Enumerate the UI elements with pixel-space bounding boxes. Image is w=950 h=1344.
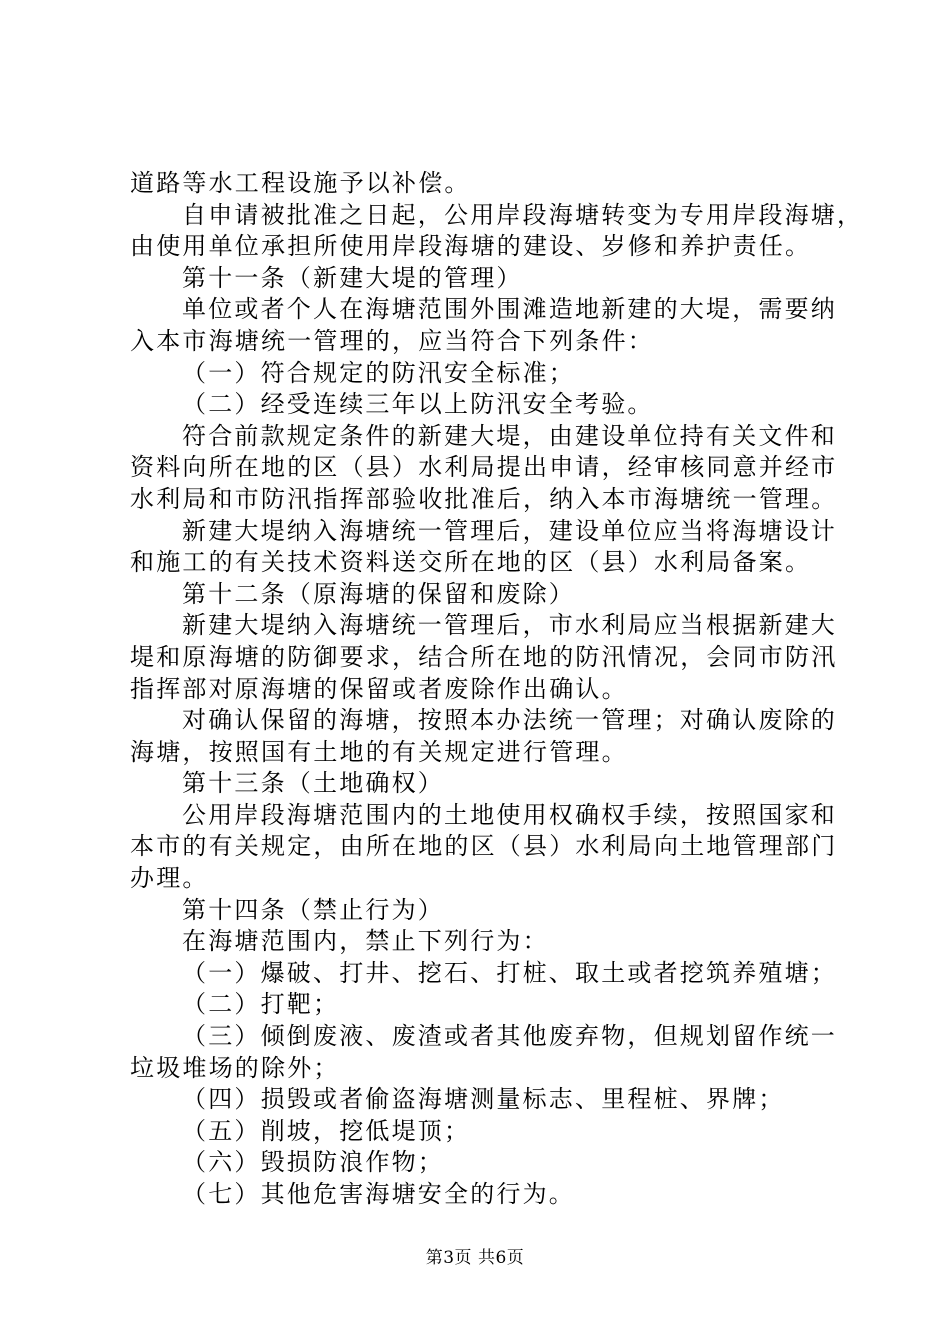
paragraph (130, 168, 840, 200)
article-heading (130, 895, 840, 927)
text-line: 在海塘范围内，禁止下列行为： (182, 927, 549, 956)
text-line: （四）损毁或者偷盗海塘测量标志、里程桩、界牌； (182, 1085, 785, 1114)
paragraph (130, 516, 840, 579)
list-item (130, 1084, 840, 1116)
text-line: 道路等水工程设施予以补偿。 (130, 169, 471, 197)
list-item (130, 358, 840, 390)
text-line: 垃圾堆场的除外； (130, 1053, 340, 1082)
paragraph (130, 926, 840, 958)
paragraph (130, 800, 840, 895)
text-line: 水利局和市防汛指挥部验收批准后，纳入本市海塘统一管理。 (130, 484, 838, 513)
text-line: 第十二条（原海塘的保留和废除） (182, 579, 575, 608)
text-line: 符合前款规定条件的新建大堤，由建设单位持有关文件和 (182, 421, 837, 450)
article-heading (130, 768, 840, 800)
article-heading (130, 263, 840, 295)
text-line: 堤和原海塘的防御要求，结合所在地的防汛情况，会同市防汛 (130, 642, 838, 671)
text-line: 自申请被批准之日起，公用岸段海塘转变为专用岸段海塘， (182, 200, 864, 229)
list-item (130, 989, 840, 1021)
text-line: 海塘，按照国有土地的有关规定进行管理。 (130, 737, 628, 766)
text-line: 由使用单位承担所使用岸段海塘的建设、岁修和养护责任。 (130, 232, 812, 261)
text-line: （一）符合规定的防汛安全标准； (182, 358, 575, 387)
text-line: 入本市海塘统一管理的，应当符合下列条件： (130, 326, 654, 355)
text-line: （一）爆破、打井、挖石、打桩、取土或者挖筑养殖塘； (182, 958, 837, 987)
text-line: （二）打靶； (182, 990, 340, 1019)
text-line: 新建大堤纳入海塘统一管理后，建设单位应当将海塘设计 (182, 516, 837, 545)
text-line: 对确认保留的海塘，按照本办法统一管理；对确认废除的 (182, 706, 837, 735)
document-body (130, 168, 864, 1211)
list-item (130, 1021, 840, 1084)
text-line: （二）经受连续三年以上防汛安全考验。 (182, 390, 654, 419)
list-item (130, 1179, 840, 1211)
paragraph (130, 421, 840, 516)
list-item (130, 958, 840, 990)
text-line: 单位或者个人在海塘范围外围滩造地新建的大堤，需要纳 (182, 295, 837, 324)
list-item (130, 1147, 840, 1179)
page-number-footer: 第3页 共6页 (425, 1248, 525, 1268)
text-line: （三）倾倒废液、废渣或者其他废弃物，但规划留作统一 (182, 1022, 837, 1051)
text-line: 办理。 (130, 864, 209, 893)
text-line: 指挥部对原海塘的保留或者废除作出确认。 (130, 674, 628, 703)
text-line: （五）削坡，挖低堤顶； (182, 1116, 471, 1145)
text-line: 公用岸段海塘范围内的土地使用权确权手续，按照国家和 (182, 800, 837, 829)
list-item (130, 389, 840, 421)
text-line: （六）毁损防浪作物； (182, 1148, 444, 1177)
text-line: 新建大堤纳入海塘统一管理后，市水利局应当根据新建大 (182, 611, 837, 640)
paragraph (130, 610, 840, 705)
text-line: 本市的有关规定，由所在地的区（县）水利局向土地管理部门 (130, 832, 838, 861)
paragraph (130, 200, 864, 263)
text-line: 第十三条（土地确权） (182, 769, 444, 798)
list-item (130, 1116, 840, 1148)
paragraph (130, 705, 840, 768)
text-line: 第十四条（禁止行为） (182, 895, 444, 924)
article-heading (130, 579, 840, 611)
text-line: （七）其他危害海塘安全的行为。 (182, 1180, 575, 1208)
paragraph (130, 294, 840, 357)
text-line: 第十一条（新建大堤的管理） (182, 263, 523, 292)
text-line: 和施工的有关技术资料送交所在地的区（县）水利局备案。 (130, 548, 812, 577)
text-line: 资料向所在地的区（县）水利局提出申请，经审核同意并经市 (130, 453, 838, 482)
